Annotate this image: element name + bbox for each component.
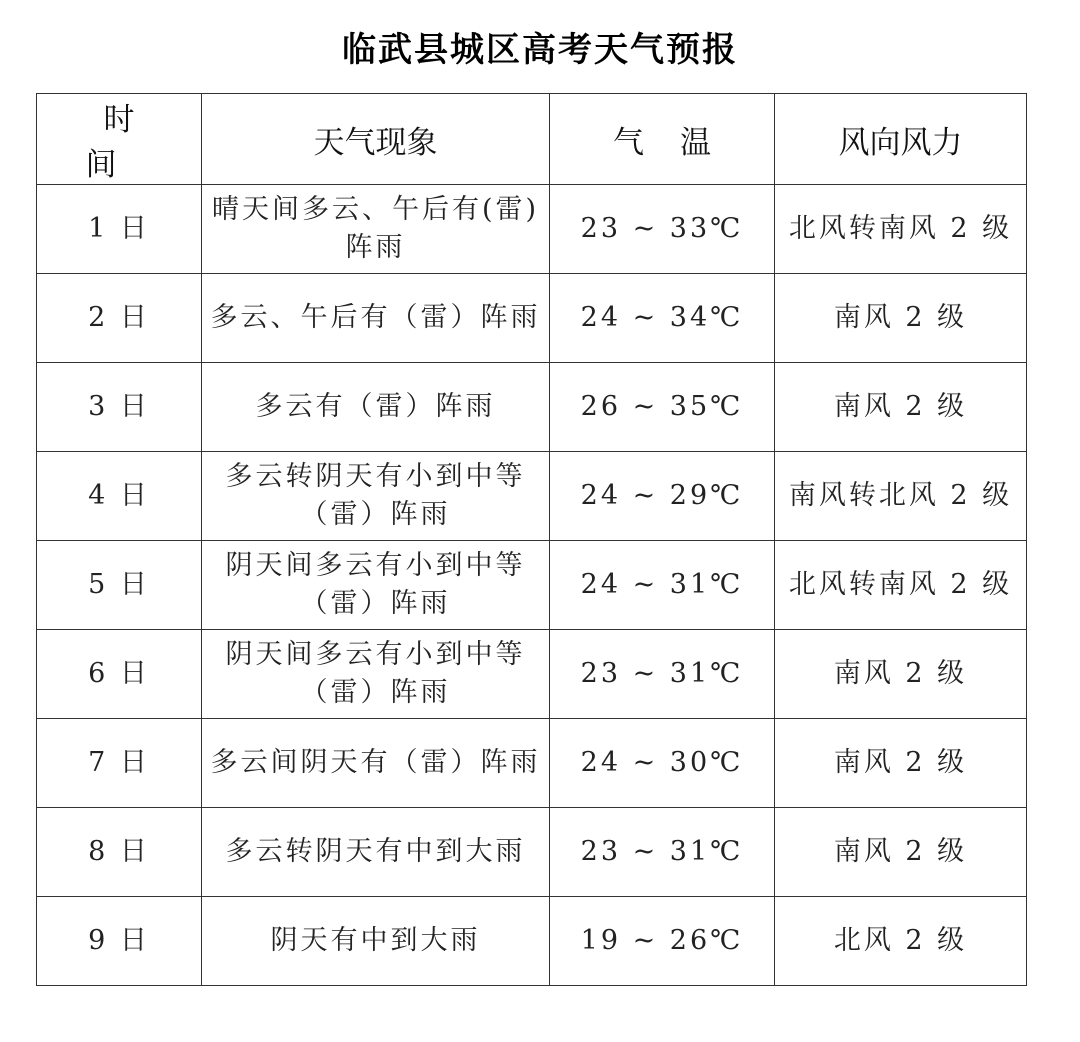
cell-date: 5 日	[37, 541, 202, 630]
cell-temperature: 24 ~ 34℃	[550, 274, 775, 363]
cell-weather: 多云间阴天有（雷）阵雨	[202, 719, 550, 808]
cell-date: 8 日	[37, 808, 202, 897]
cell-weather: 多云转阴天有小到中等 （雷）阵雨	[202, 452, 550, 541]
cell-wind: 南风 2 级	[775, 630, 1027, 719]
table-row	[37, 808, 1027, 897]
cell-temperature: 24 ~ 29℃	[550, 452, 775, 541]
cell-wind: 北风 2 级	[775, 897, 1027, 986]
header-wind: 风向风力	[775, 94, 1027, 185]
cell-wind: 北风转南风 2 级	[775, 185, 1027, 274]
cell-weather: 多云有（雷）阵雨	[202, 363, 550, 452]
header-weather: 天气现象	[202, 94, 550, 185]
table-row	[37, 630, 1027, 719]
table-header-row	[37, 94, 1027, 185]
cell-wind: 南风 2 级	[775, 363, 1027, 452]
cell-wind: 南风 2 级	[775, 274, 1027, 363]
cell-temperature: 23 ~ 33℃	[550, 185, 775, 274]
cell-date: 9 日	[37, 897, 202, 986]
cell-weather: 多云、午后有（雷）阵雨	[202, 274, 550, 363]
cell-date: 2 日	[37, 274, 202, 363]
cell-date: 6 日	[37, 630, 202, 719]
cell-wind: 北风转南风 2 级	[775, 541, 1027, 630]
cell-weather: 阴天间多云有小到中等 （雷）阵雨	[202, 630, 550, 719]
cell-temperature: 24 ~ 31℃	[550, 541, 775, 630]
cell-date: 4 日	[37, 452, 202, 541]
table-row	[37, 719, 1027, 808]
table-row	[37, 452, 1027, 541]
header-temperature: 气温	[550, 94, 775, 185]
cell-wind: 南风 2 级	[775, 808, 1027, 897]
header-date: 时间	[37, 94, 202, 185]
table-row	[37, 363, 1027, 452]
table-row	[37, 185, 1027, 274]
cell-weather: 多云转阴天有中到大雨	[202, 808, 550, 897]
cell-weather: 阴天间多云有小到中等 （雷）阵雨	[202, 541, 550, 630]
table-row	[37, 897, 1027, 986]
cell-date: 3 日	[37, 363, 202, 452]
page-title: 临武县城区高考天气预报	[342, 30, 738, 70]
cell-date: 1 日	[37, 185, 202, 274]
cell-temperature: 23 ~ 31℃	[550, 630, 775, 719]
cell-temperature: 23 ~ 31℃	[550, 808, 775, 897]
cell-weather: 阴天有中到大雨	[202, 897, 550, 986]
cell-temperature: 24 ~ 30℃	[550, 719, 775, 808]
table-row	[37, 541, 1027, 630]
forecast-table	[36, 93, 1027, 986]
cell-weather: 晴天间多云、午后有(雷) 阵雨	[202, 185, 550, 274]
cell-date: 7 日	[37, 719, 202, 808]
table-row	[37, 274, 1027, 363]
cell-wind: 南风 2 级	[775, 719, 1027, 808]
cell-temperature: 26 ~ 35℃	[550, 363, 775, 452]
cell-wind: 南风转北风 2 级	[775, 452, 1027, 541]
cell-temperature: 19 ~ 26℃	[550, 897, 775, 986]
